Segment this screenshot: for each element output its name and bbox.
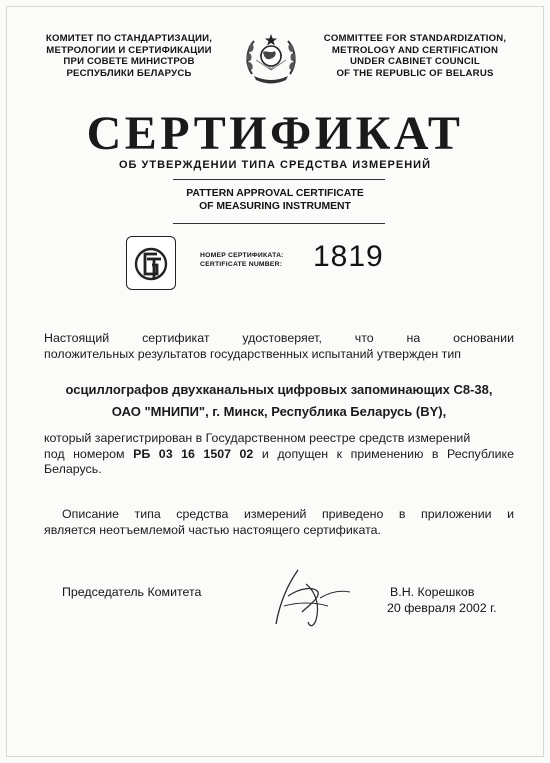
english-title-line-1: PATTERN APPROVAL CERTIFICATE [186,188,364,199]
committee-ru-line-1: КОМИТЕТ ПО СТАНДАРТИЗАЦИИ, [45,33,213,44]
issue-date: 20 февраля 2002 г. [387,600,497,615]
committee-ru-line-4: РЕСПУБЛИКИ БЕЛАРУСЬ [66,67,192,79]
certificate-number: 1819 [313,240,384,273]
registration-prefix: под номером [44,446,125,461]
registration-line-1: который зарегистрирован в Государственном реестре средств измерений [44,431,471,445]
certificate-number-label-ru: НОМЕР СЕРТИФИКАТА: [200,252,284,259]
registration-number: РБ 03 16 1507 02 [133,446,254,461]
paragraph-registration [44,431,514,478]
paragraph-intro [44,331,514,362]
instrument-line-1: осциллографов двухканальных цифровых запоминающих С8-38, [65,382,493,397]
registration-suffix: и допущен к применению в Республике [261,446,515,461]
state-emblem-icon [242,30,300,86]
certificate-number-label-en: CERTIFICATE NUMBER: [200,260,283,268]
registration-line-2 [44,447,514,463]
intro-line-2: положительных результатов государственных испытаний утвержден тип [44,346,461,361]
divider-bottom [173,223,385,224]
paragraph-instrument-type [44,379,514,423]
committee-name-ru [18,33,240,79]
english-title [0,187,550,213]
certification-logo [126,236,176,290]
gt-standard-logo-icon [127,237,175,289]
english-title-line-2: OF MEASURING INSTRUMENT [199,201,351,212]
committee-en-line-3: UNDER CABINET COUNCIL [350,56,480,68]
chair-title: Председатель Комитета [62,585,202,599]
handwritten-signature [258,562,368,632]
committee-ru-line-2: МЕТРОЛОГИИ И СЕРТИФИКАЦИИ [46,44,212,56]
committee-ru-line-3: ПРИ СОВЕТЕ МИНИСТРОВ [63,56,195,68]
description-line-2: является неотъемлемой частью настоящего сертификата. [44,522,381,537]
paragraph-description [44,507,514,538]
signer-name: В.Н. Корешков [390,585,475,599]
committee-en-line-1: COMMITTEE FOR STANDARDIZATION, [323,33,507,44]
description-line-1: Описание типа средства измерений приведено в приложении и [62,507,514,521]
document-title: СЕРТИФИКАТ [86,107,464,160]
committee-en-line-2: METROLOGY AND CERTIFICATION [331,44,499,56]
intro-line-1: Настоящий сертификат удостоверяет, что на основании [44,331,514,345]
document-subtitle: ОБ УТВЕРЖДЕНИИ ТИПА СРЕДСТВА ИЗМЕРЕНИЙ [119,159,431,171]
divider-top [173,179,385,180]
committee-name-en [302,33,528,79]
committee-en-line-4: OF THE REPUBLIC OF BELARUS [336,67,494,79]
certificate-number-label [200,252,284,269]
registration-line-3: Беларусь. [44,462,102,476]
signer-block [387,585,497,616]
instrument-line-2: ОАО "МНИПИ", г. Минск, Республика Беларусь (BY), [111,404,447,419]
